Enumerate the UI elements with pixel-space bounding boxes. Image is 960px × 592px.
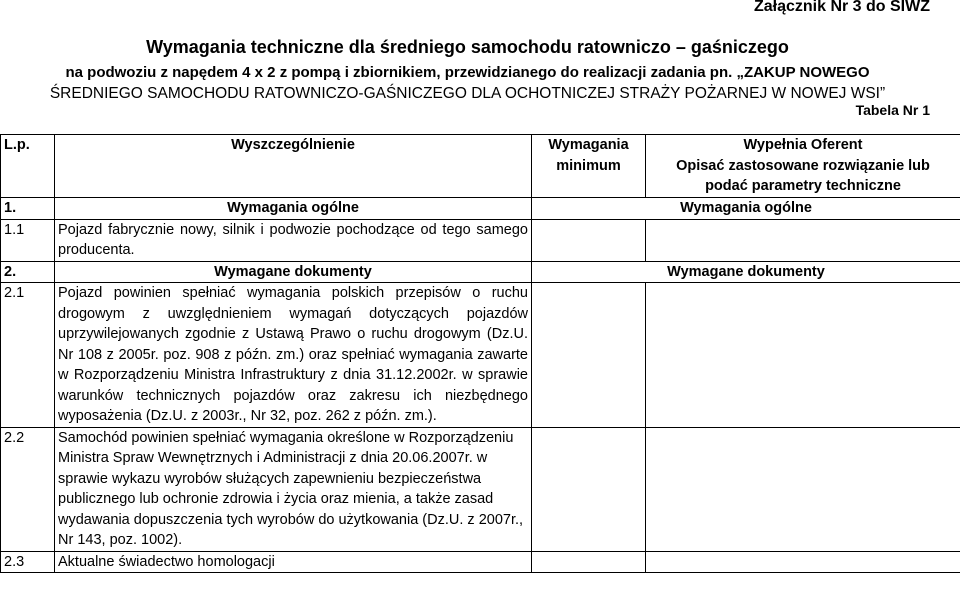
section-row — [1, 198, 960, 220]
row-minimum-cell — [532, 219, 646, 261]
row-minimum-cell — [532, 283, 646, 428]
section-number: 2. — [1, 261, 55, 283]
row-offer-cell — [646, 283, 960, 428]
row-offer-cell — [646, 551, 960, 573]
row-number: 1.1 — [1, 219, 55, 261]
table-row — [1, 427, 960, 551]
table-header-row — [1, 135, 960, 198]
table-row — [1, 283, 960, 428]
header-offer — [646, 135, 960, 198]
document-subtitle-2: ŚREDNIEGO SAMOCHODU RATOWNICZO-GAŚNICZEGO DLA OCHOTNICZEJ STRAŻY POŻARNEJ W NOWEJ WSI” — [49, 85, 886, 102]
header-spec: Wyszczególnienie — [55, 135, 532, 198]
section-title: Wymagania ogólne — [55, 198, 532, 220]
section-row — [1, 261, 960, 283]
header-minimum-line2: minimum — [556, 157, 621, 174]
row-text: Samochód powinien spełniać wymagania określone w Rozporządzeniu Ministra Spraw Wewnętrznych i Administracji z dnia 20.06.2007r. w sprawie wykazu wyrobów służących zapewnieniu bezpieczeństwa publicznego lub ochronie zdrowia i życia oraz mienia, a także zasad wydawania dopuszczenia tych wyrobów do użytkowania (Dz.U. z 2007r., Nr 143, poz. 1002). — [55, 427, 532, 551]
section-title-right: Wymagane dokumenty — [532, 261, 960, 283]
attachment-label: Załącznik Nr 3 do SIWZ — [753, 0, 930, 15]
requirements-table — [0, 134, 960, 573]
row-offer-cell — [646, 427, 960, 551]
row-minimum-cell — [532, 427, 646, 551]
header-offer-line2: Opisać zastosowane rozwiązanie lub — [676, 157, 930, 174]
table-row — [1, 219, 960, 261]
section-number: 1. — [1, 198, 55, 220]
row-text: Aktualne świadectwo homologacji — [55, 551, 532, 573]
document-subtitle: na podwoziu z napędem 4 x 2 z pompą i zbiornikiem, przewidzianego do realizacji zadania pn. „ZAKUP NOWEGO — [65, 64, 870, 81]
document-title: Wymagania techniczne dla średniego samochodu ratowniczo – gaśniczego — [146, 37, 789, 57]
row-number: 2.1 — [1, 283, 55, 428]
row-number: 2.3 — [1, 551, 55, 573]
header-offer-line3: podać parametry techniczne — [705, 178, 901, 194]
header-offer-line1: Wypełnia Oferent — [743, 137, 863, 153]
row-number: 2.2 — [1, 427, 55, 551]
row-text: Pojazd fabrycznie nowy, silnik i podwozie pochodzące od tego samego producenta. — [55, 219, 532, 261]
table-label: Tabela Nr 1 — [855, 102, 930, 118]
table-row — [1, 551, 960, 573]
section-title: Wymagane dokumenty — [55, 261, 532, 283]
row-text: Pojazd powinien spełniać wymagania polskich przepisów o ruchu drogowym z uwzględnieniem wymagań dotyczących pojazdów uprzywilejowanych zgodnie z Ustawą Prawo o ruchu drogowym (Dz.U. Nr 108 z 2005r. poz. 908 z późn. zm.) oraz spełniać wymagania zawarte w Rozporządzeniu Ministra Infrastruktury z dnia 31.12.2002r. w sprawie warunków technicznych pojazdów oraz zakresu ich niezbędnego wyposażenia (Dz.U. z 2003r., Nr 32, poz. 262 z późn. zm.). — [55, 283, 532, 428]
header-minimum — [532, 135, 646, 198]
section-title-right: Wymagania ogólne — [532, 198, 960, 220]
header-minimum-line1: Wymagania — [548, 137, 629, 153]
row-minimum-cell — [532, 551, 646, 573]
row-offer-cell — [646, 219, 960, 261]
header-lp: L.p. — [1, 135, 55, 198]
